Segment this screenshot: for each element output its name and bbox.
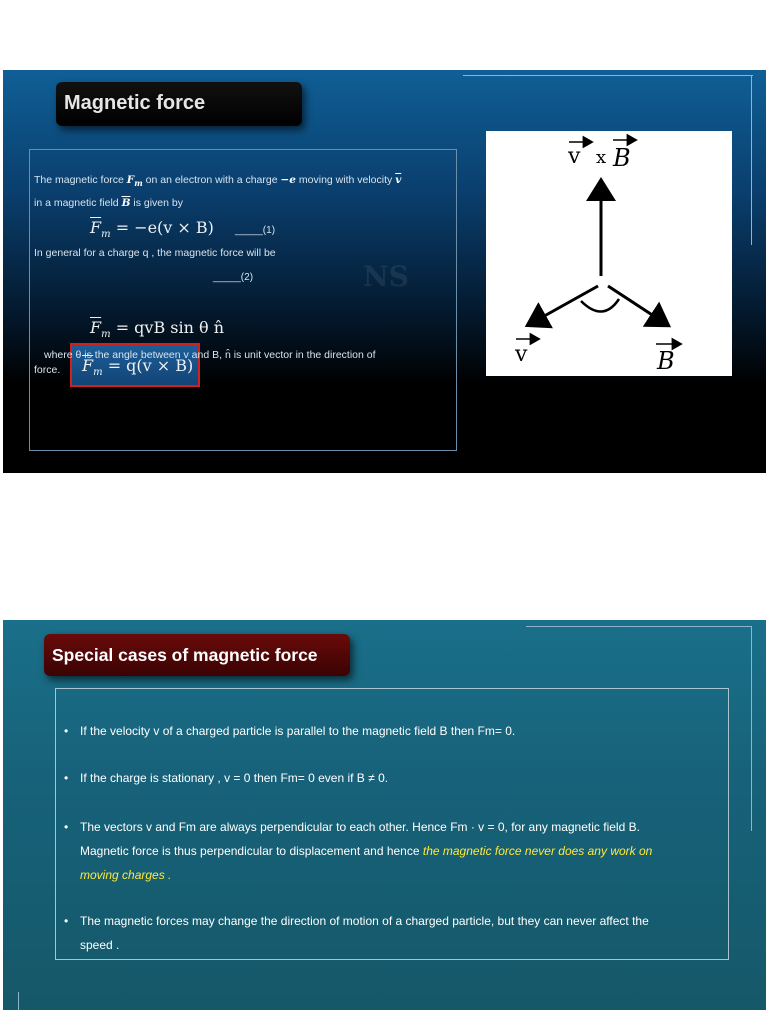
content-box: • If the velocity v of a charged particle is parallel to the magnetic field B then Fm= 0. • If the charge is stationary , v = 0 then Fm= 0 even if B ≠ 0. • The vectors v and Fm are always perpendicular to each other. Hence Fm · v = 0, for any magnetic field B. Magnetic force is thus perpendicular to displacement and hence the magnetic force never does any work on moving charges . • The magnetic forces may change the direction of motion of a charged particle, but they can never affect the speed . [55,688,729,960]
label-x-top: x [596,147,607,168]
slide-magnetic-force [3,70,766,473]
v-arrow [530,286,598,324]
slide-title: Magnetic force [64,92,206,114]
title-banner [56,82,302,126]
label-b-top: B [613,144,631,172]
equation-2-number: _____(2) [213,272,254,283]
label-v-top: v [568,144,581,169]
decorative-line [18,992,19,1010]
text-line: where θ is the angle between v and B, n̂ is unit vector in the direction of [44,349,376,361]
b-arrow [608,286,666,324]
highlighted-text: the magnetic force never does any work on [422,844,653,858]
text-line: force. [34,364,61,376]
equation-1-number: _____(1) [235,225,276,236]
slide-special-cases [3,620,766,1010]
equation-3: $\overline{F}_m$ = qvB sin θ n̂ [90,318,225,341]
decorative-line [751,75,752,245]
vector-diagram-svg [486,131,732,376]
equation-1: $\overline{F}_m = -e(v \times B)$ [90,218,214,241]
decorative-line [463,75,753,76]
cross-product-diagram [486,131,732,376]
label-b-right: B [657,347,675,375]
equation-2: $\overline{F}_m = q(v \times B)$ [82,356,194,379]
angle-arc [581,299,619,312]
title-banner [44,634,350,676]
highlighted-text: moving charges . [80,868,172,882]
label-v-left: v [515,342,528,367]
content-box [29,149,457,451]
text-line: in a magnetic field $\overline{B}$ is given by [34,197,183,209]
text-line: In general for a charge q , the magnetic force will be [34,247,276,259]
watermark: NS [363,260,409,293]
decorative-line [526,626,752,627]
text-line: The magnetic force $F_m$ on an electron with a charge −e moving with velocity $\overline{v}$ [34,174,402,189]
slide-title: Special cases of magnetic force [52,645,318,665]
decorative-line [751,626,752,831]
